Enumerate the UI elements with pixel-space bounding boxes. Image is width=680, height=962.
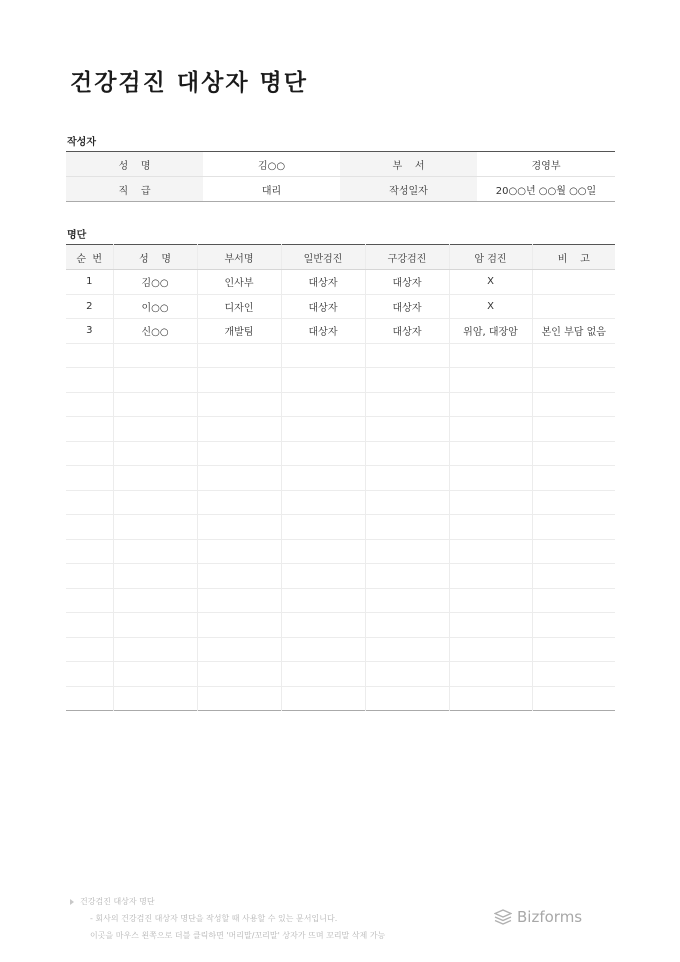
- table-cell: [113, 686, 197, 711]
- table-cell: [197, 588, 281, 613]
- table-row: [66, 343, 615, 368]
- table-cell: [532, 392, 615, 417]
- column-header: 성 명: [113, 245, 197, 270]
- table-cell: [197, 466, 281, 491]
- table-cell: 1: [66, 270, 113, 295]
- table-cell: [365, 588, 449, 613]
- table-cell: [281, 564, 365, 589]
- table-row: [66, 466, 615, 491]
- author-row: [66, 177, 615, 202]
- table-cell: [113, 466, 197, 491]
- table-cell: [365, 564, 449, 589]
- brand-name: Bizforms: [517, 908, 583, 926]
- table-row: [66, 441, 615, 466]
- column-header: 구강검진: [365, 245, 449, 270]
- table-cell: [449, 441, 532, 466]
- table-cell: [113, 343, 197, 368]
- table-cell: [532, 662, 615, 687]
- author-value: 경영부: [531, 160, 561, 172]
- footer-description: - 회사의 건강검진 대상자 명단을 작성할 때 사용할 수 있는 문서입니다.: [90, 914, 338, 923]
- table-header-row: [66, 245, 615, 270]
- author-label: 성 명: [66, 152, 203, 177]
- page-title: 건강검진 대상자 명단: [70, 70, 308, 96]
- table-cell: [532, 515, 615, 540]
- table-cell: [113, 392, 197, 417]
- table-cell: [532, 417, 615, 442]
- table-cell: [449, 564, 532, 589]
- table-cell: [449, 613, 532, 638]
- table-cell: [66, 588, 113, 613]
- table-cell: 대상자: [365, 270, 449, 295]
- table-cell: [197, 637, 281, 662]
- table-cell: [66, 686, 113, 711]
- table-cell: [532, 686, 615, 711]
- list-table: [66, 244, 615, 711]
- bizforms-logo-icon: [494, 909, 512, 925]
- table-cell: [449, 392, 532, 417]
- table-cell: [113, 515, 197, 540]
- triangle-bullet-icon: [70, 899, 74, 905]
- column-header: 순 번: [66, 245, 113, 270]
- author-value: 대리: [203, 177, 340, 202]
- table-cell: [281, 392, 365, 417]
- column-header: 비 고: [532, 245, 615, 270]
- table-cell: 신○○: [113, 319, 197, 344]
- table-row: [66, 515, 615, 540]
- table-cell: [197, 392, 281, 417]
- author-row: [66, 152, 615, 177]
- table-cell: [113, 490, 197, 515]
- table-cell: [449, 466, 532, 491]
- brand-logo: [494, 908, 582, 926]
- table-cell: [281, 539, 365, 564]
- table-cell: [532, 588, 615, 613]
- table-row: [66, 392, 615, 417]
- table-cell: [532, 490, 615, 515]
- table-row: [66, 686, 615, 711]
- table-cell: [281, 441, 365, 466]
- table-cell: 본인 부담 없음: [532, 319, 615, 344]
- table-cell: 3: [66, 319, 113, 344]
- table-cell: 위암, 대장암: [449, 319, 532, 344]
- table-row: [66, 294, 615, 319]
- table-cell: [113, 662, 197, 687]
- table-cell: 인사부: [197, 270, 281, 295]
- table-cell: [449, 490, 532, 515]
- table-cell: [281, 515, 365, 540]
- table-cell: [113, 441, 197, 466]
- table-row: [66, 613, 615, 638]
- table-cell: [365, 515, 449, 540]
- table-cell: [66, 392, 113, 417]
- table-cell: [66, 466, 113, 491]
- table-cell: [532, 539, 615, 564]
- table-cell: [281, 417, 365, 442]
- table-cell: 개발팀: [197, 319, 281, 344]
- table-cell: [66, 637, 113, 662]
- table-cell: 김○○: [113, 270, 197, 295]
- table-cell: [449, 368, 532, 393]
- author-section-label: 작성자: [67, 137, 96, 148]
- footer-hint: 이곳을 마우스 왼쪽으로 더블 클릭하면 '머리말/꼬리말' 상자가 뜨며 꼬리말 삭제 가능: [90, 931, 386, 940]
- table-cell: [532, 270, 615, 295]
- table-cell: [365, 441, 449, 466]
- table-row: [66, 564, 615, 589]
- table-cell: [449, 539, 532, 564]
- table-cell: [365, 490, 449, 515]
- table-cell: [197, 417, 281, 442]
- table-cell: [449, 686, 532, 711]
- table-row: [66, 662, 615, 687]
- table-row: [66, 319, 615, 344]
- table-cell: X: [449, 294, 532, 319]
- table-cell: [365, 662, 449, 687]
- table-cell: [66, 490, 113, 515]
- table-cell: [449, 417, 532, 442]
- table-cell: [197, 515, 281, 540]
- table-cell: [365, 466, 449, 491]
- table-cell: [197, 490, 281, 515]
- table-cell: 대상자: [365, 294, 449, 319]
- table-cell: [365, 343, 449, 368]
- table-cell: 2: [66, 294, 113, 319]
- table-cell: 대상자: [365, 319, 449, 344]
- table-row: [66, 637, 615, 662]
- table-cell: [281, 343, 365, 368]
- table-cell: [197, 343, 281, 368]
- table-cell: [113, 588, 197, 613]
- table-cell: [365, 686, 449, 711]
- table-cell: [197, 368, 281, 393]
- footer: [70, 893, 385, 944]
- table-cell: [197, 613, 281, 638]
- table-cell: [532, 441, 615, 466]
- column-header: 부서명: [197, 245, 281, 270]
- table-cell: [66, 539, 113, 564]
- table-cell: 디자인: [197, 294, 281, 319]
- table-cell: 대상자: [281, 319, 365, 344]
- list-section-label: 명단: [67, 230, 87, 241]
- table-cell: [365, 539, 449, 564]
- table-cell: [281, 686, 365, 711]
- table-cell: [281, 490, 365, 515]
- table-cell: [197, 564, 281, 589]
- table-cell: [66, 417, 113, 442]
- author-label: 직 급: [66, 177, 203, 202]
- table-cell: [113, 368, 197, 393]
- table-cell: [532, 368, 615, 393]
- table-cell: [532, 637, 615, 662]
- table-cell: [365, 392, 449, 417]
- table-cell: [281, 613, 365, 638]
- author-value: 20○○년 ○○월 ○○일: [477, 177, 615, 202]
- table-cell: [66, 564, 113, 589]
- author-label: 부 서: [340, 152, 477, 177]
- table-row: [66, 588, 615, 613]
- table-cell: [197, 686, 281, 711]
- table-cell: [113, 564, 197, 589]
- author-value: 김○○: [257, 160, 286, 172]
- table-row: [66, 539, 615, 564]
- table-cell: [281, 368, 365, 393]
- table-cell: [113, 539, 197, 564]
- column-header: 일반검진: [281, 245, 365, 270]
- table-cell: X: [449, 270, 532, 295]
- table-cell: [66, 613, 113, 638]
- table-cell: [281, 662, 365, 687]
- table-cell: [449, 343, 532, 368]
- table-row: [66, 417, 615, 442]
- footer-title: 건강검진 대상자 명단: [80, 897, 155, 906]
- table-cell: [66, 662, 113, 687]
- table-cell: [449, 515, 532, 540]
- author-table: [66, 151, 615, 202]
- column-header: 암 검진: [449, 245, 532, 270]
- table-cell: 대상자: [281, 270, 365, 295]
- table-row: [66, 270, 615, 295]
- table-cell: [365, 637, 449, 662]
- table-cell: [66, 368, 113, 393]
- table-cell: [365, 417, 449, 442]
- table-cell: [113, 613, 197, 638]
- table-cell: [281, 637, 365, 662]
- table-cell: 이○○: [113, 294, 197, 319]
- table-cell: [197, 539, 281, 564]
- table-cell: [66, 441, 113, 466]
- table-cell: [281, 466, 365, 491]
- table-cell: [66, 343, 113, 368]
- table-cell: [113, 417, 197, 442]
- table-cell: [281, 588, 365, 613]
- table-row: [66, 368, 615, 393]
- table-cell: [532, 466, 615, 491]
- table-cell: [532, 613, 615, 638]
- table-cell: [66, 515, 113, 540]
- table-cell: 대상자: [281, 294, 365, 319]
- table-cell: [113, 637, 197, 662]
- table-cell: [532, 294, 615, 319]
- author-label: 작성일자: [340, 177, 477, 202]
- table-cell: [449, 662, 532, 687]
- table-cell: [197, 662, 281, 687]
- table-cell: [449, 637, 532, 662]
- table-cell: [365, 368, 449, 393]
- table-cell: [197, 441, 281, 466]
- table-cell: [532, 343, 615, 368]
- table-cell: [449, 588, 532, 613]
- table-row: [66, 490, 615, 515]
- table-cell: [365, 613, 449, 638]
- table-cell: [532, 564, 615, 589]
